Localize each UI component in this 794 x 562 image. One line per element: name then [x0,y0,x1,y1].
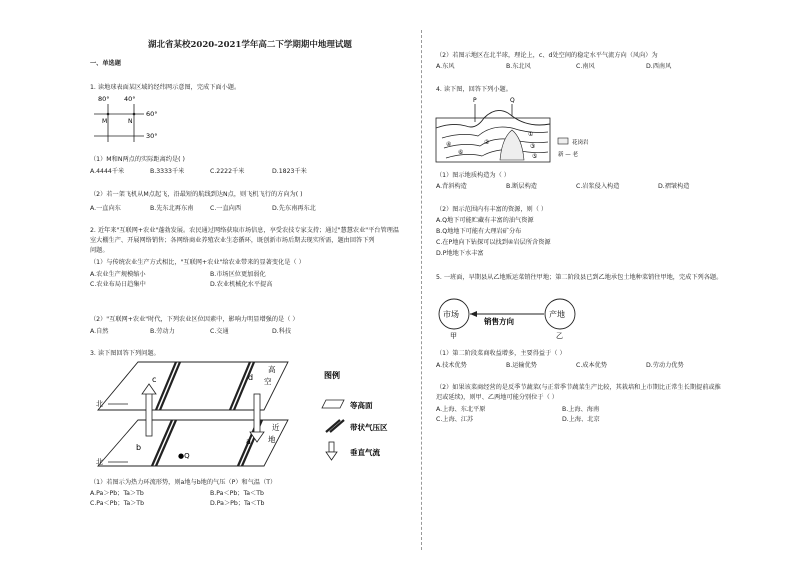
q2-sub1: （1）与传统农业生产方式相比，"互联网+农业"给农业带来的显著变化是（ ） [90,259,305,266]
lat-label-60: 60° [146,110,158,118]
q2-sub1-opt-d: D.农业机械化水平提高 [210,281,273,288]
q1-sub1-opt-b: B.3333千米 [150,168,185,175]
north-label-upper: 北 [96,400,103,408]
thermal-circulation-figure [88,358,410,476]
q5-sub2-opt-a: A.上海、东北平原 [436,406,486,413]
layer-2-label: ② [484,139,490,146]
q1-stem: 1. 读地球表面某区域的经纬网示意图，完成下面小题。 [90,84,241,91]
point-m-label: M [102,118,108,125]
lon-label-40: 40° [124,95,136,103]
origin-label: 产地 [549,310,565,319]
q4-sub1: （1）图示地质构造为（ ） [436,172,510,179]
q5-sub2-line1: （2）如果该菜商经营的是反季节蔬菜(与正常季节蔬菜生产比较，其栽培和上市期比正常生长期提前或推 [436,384,721,391]
q2-sub2-opt-d: D.科技 [272,328,292,335]
market-label: 市场 [443,310,459,319]
q4-sub1-opt-a: A.背斜构造 [436,183,467,190]
q2-sub2-opt-b: B.劳动力 [150,328,175,335]
q1-sub2-opt-d: D.先东南再东北 [272,205,316,212]
q5-sub1-opt-b: B.运输优势 [506,362,537,369]
q4-sub1-opt-d: D.褶皱构造 [658,183,690,190]
sales-direction-label: 销售方向 [484,317,514,326]
label-a: a [246,437,251,446]
q1-sub2-opt-c: C.一直向西 [210,205,242,212]
q2-stem-line1: 2. 近年来"互联网+农业"蓬勃发展。农民通过网络获取市场信息，享受农技专家支持；通过"慧慧农业"平台管理温 [90,227,400,234]
q3-sub2: （2）若图示地区在北半球，理论上，c、d处空间的稳定水平气流方向（风向）为 [436,52,658,59]
layer-5-label: ⑤ [532,153,538,160]
label-c: c [152,375,157,384]
layer-1-label: ① [528,131,534,138]
q3-sub2-opt-c: C.南风 [576,63,595,70]
label-yi: 乙 [556,332,563,340]
q4-sub2-opt-d: D.P地地下水丰富 [436,250,484,257]
legend-granite: 花岗岩 [572,140,589,146]
q4-sub2: （2）图示范围内有丰富的资源，则（ ） [436,206,548,213]
q4-sub2-opt-c: C.在P地向下钻探可以找到④岩层所含资源 [436,239,551,246]
q5-sub2-opt-d: D.上海、北京 [562,416,600,423]
lon-label-80: 80° [98,95,110,103]
q1-sub1: （1）M和N两点的实际距离约是( ) [90,156,185,163]
page-title: 湖北省某校2020-2021学年高二下学期期中地理试题 [148,40,352,50]
label-ground: 地 [268,435,276,444]
q5-sub1-opt-d: D.劳动力优势 [646,362,684,369]
q3-sub1-opt-a: A.Pa＞Pb；Ta＞Tb [90,490,144,497]
legend-pressure-belt: 带状气压区 [350,423,388,432]
label-b: b [136,443,142,452]
lat-lon-grid-figure [88,94,168,146]
legend-isobaric: 等高面 [350,401,373,410]
q3-sub1-opt-c: C.Pa＜Pb；Ta＞Tb [90,500,145,507]
q1-sub1-opt-c: C.2222千米 [210,168,245,175]
q4-sub1-opt-b: B.断层构造 [506,183,537,190]
q4-sub2-opt-b: B.Q地地下可能有大理岩矿分布 [436,228,522,235]
label-high: 高 [268,365,276,374]
layer-6-label: ⑥ [458,149,464,156]
point-n-label: N [128,118,133,125]
label-sky: 空 [264,377,272,386]
q3-sub1: （1）若图示为热力环流形势，则a地与b地的气压（P）和气温（T） [90,479,277,486]
label-q-point: Q [510,97,515,104]
q4-sub1-opt-c: C.岩浆侵入构造 [576,183,620,190]
q3-stem: 3. 读下图回答下列问题。 [90,350,160,357]
q2-sub1-opt-c: C.农业布局日趋集中 [90,281,146,288]
q2-sub2: （2）"互联网+农业"时代，下列农业区位因素中，影响力明显增强的是（ ） [90,316,299,323]
q3-sub2-opt-a: A.东风 [436,63,455,70]
q2-sub2-opt-c: C.交通 [210,328,229,335]
q4-sub2-opt-a: A.Q地下可能贮藏有丰富的油气资源 [436,217,534,224]
label-jia: 甲 [450,332,457,340]
lat-label-30: 30° [146,132,158,140]
market-origin-figure [432,296,592,340]
north-label-lower: 北 [96,458,103,466]
downdraft-arrow [254,394,260,434]
q2-sub1-opt-a: A.农业生产规模缩小 [90,271,146,278]
legend-vertical-flow: 垂直气流 [350,448,380,457]
q1-sub1-opt-a: A.4444千米 [90,168,125,175]
right-column [432,0,732,562]
q2-sub1-opt-b: B.市场区位更加弱化 [210,271,266,278]
label-near: 近 [272,423,280,432]
q2-stem-line3: 问题。 [90,247,109,254]
layer-3-label: ③ [530,143,536,150]
q3-sub2-opt-d: D.西南风 [646,63,672,70]
layer-4-label: ④ [446,141,452,148]
q3-sub1-opt-b: B.Pa＜Pb；Ta＜Tb [210,490,264,497]
legend-new-old: 新 — 老 [558,152,578,158]
q5-sub1-opt-c: C.成本优势 [576,362,608,369]
q5-sub2-line2: 迟或延续)，则甲、乙两地可能分别位于（ ） [436,394,558,401]
q1-sub2-opt-a: A.一直向东 [90,205,121,212]
label-p: P [473,97,477,104]
updraft-arrow [146,392,152,436]
q4-stem: 4. 读下图，回答下列小题。 [436,86,512,93]
q5-stem: 5. 一班面，早期县从乙地贩运菜销往甲地；第二阶段县已到乙地承包土地种菜销往甲地，完成下列各题。 [436,274,723,281]
label-d: d [248,373,254,382]
legend-title: 图例 [324,371,340,380]
q1-sub1-opt-d: D.1823千米 [272,168,307,175]
section-heading: 一、单选题 [90,60,121,67]
q5-sub1: （1）第二阶段菜商收益增多，主要得益于（ ） [436,350,566,357]
geologic-section-figure [432,94,632,166]
q3-sub2-opt-b: B.东北风 [506,63,531,70]
q2-stem-line2: 室大棚生产、开展网络销售；各网络商业养殖农业生态循环，既创新市场后期去现实所需，题由回答下列 [90,237,375,244]
column-divider [421,30,422,550]
q5-sub1-opt-a: A.技术优势 [436,362,467,369]
label-q: ●Q [178,452,190,460]
left-column [88,0,410,562]
q1-sub2: （2）若一架飞机从M点起飞，沿最短的航线到达N点，则飞机飞行的方向为( ) [90,191,303,198]
q5-sub2-opt-b: B.上海、海南 [562,406,600,413]
q5-sub2-opt-c: C.上海、江苏 [436,416,474,423]
q2-sub2-opt-a: A.自然 [90,328,109,335]
q3-sub1-opt-d: D.Pa＞Pb；Ta＜Tb [210,500,265,507]
q1-sub2-opt-b: B.先东北再东南 [150,205,194,212]
